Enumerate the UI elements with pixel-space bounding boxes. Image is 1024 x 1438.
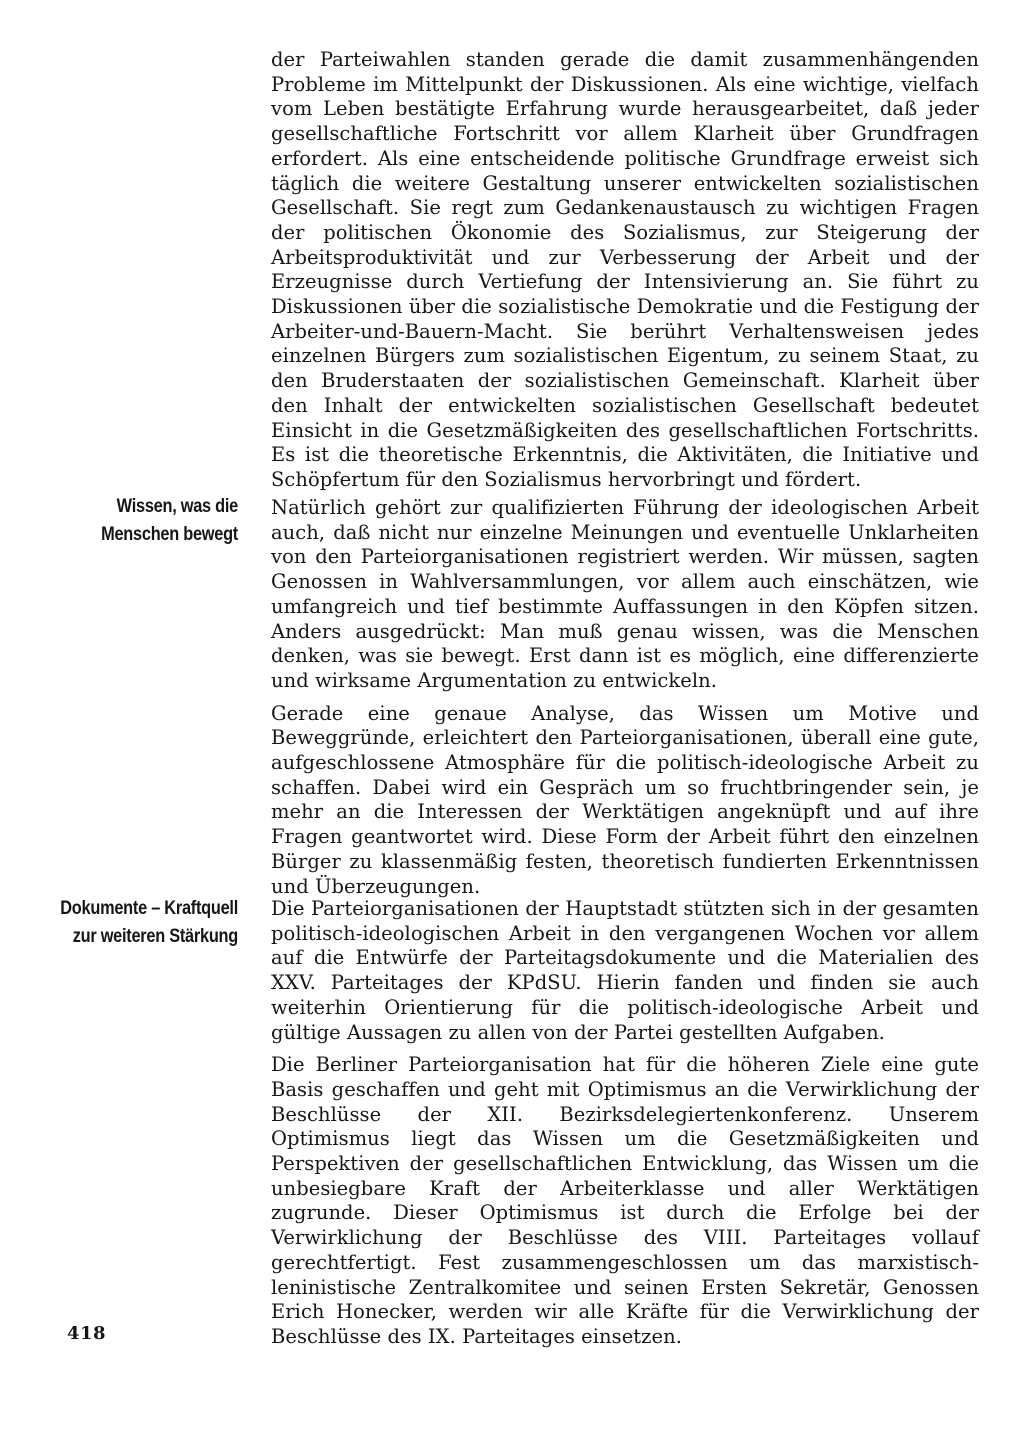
section-wissen [271, 496, 979, 899]
side-heading-line: zur weiteren Stärkung [72, 926, 238, 947]
side-heading-line: Menschen bewegt [101, 524, 239, 545]
section-intro [271, 48, 979, 493]
paragraph-intro: der Parteiwahlen standen gerade die damit zusammenhängenden Probleme im Mittelpunkt der Diskussionen. Als eine wichtige, vielfach vom Leben bestätigte Erfahrung wurde herausgearbeitet, daß jeder gesellschaftliche Fortschritt vor allem Klarheit über Grundfragen erfordert. Als eine entscheidende politische Grundfrage erweist sich täglich die weitere Gestaltung unserer entwickelten sozialistischen Gesellschaft. Sie regt zum Gedankenaustausch zu wichtigen Fragen der politischen Ökonomie des Sozialismus, zur Steigerung der Arbeitsproduktivität und zur Verbesserung der Arbeit und der Erzeugnisse durch Vertiefung der Intensivierung an. Sie führt zu Diskussionen über die sozialistische Demokratie und die Festigung der Arbeiter-und-Bauern-Macht. Sie berührt Verhaltensweisen jedes einzelnen Bürgers zum sozialistischen Eigentum, zu seinem Staat, zu den Bruderstaaten der sozialistischen Gemeinschaft. Klarheit über den Inhalt der entwickelten sozialistischen Gesellschaft bedeutet Einsicht in die Gesetzmäßigkeiten des gesellschaftlichen Fortschritts. Es ist die theoretische Erkenntnis, die Aktivitäten, die Initiative und Schöpfertum für den Sozialismus hervorbringt und fördert. [271, 48, 979, 491]
side-heading-line: Wissen, was die [116, 496, 238, 517]
page-number: 418 [67, 1323, 107, 1344]
side-heading-wissen [33, 493, 238, 549]
section-dokumente [271, 897, 979, 1350]
paragraph: Natürlich gehört zur qualifizierten Führung der ideologischen Arbeit auch, daß nicht nur einzelne Meinungen und eventuelle Unklarheiten von den Parteiorganisationen registriert werden. Wir müssen, sagten Genossen in Wahlversammlungen, vor allem auch einschätzen, wie umfangreich und tief bestimmte Auffassungen in den Köpfen sitzen. Anders ausgedrückt: Man muß genau wissen, was die Menschen denken, was sie bewegt. Erst dann ist es möglich, eine differenzierte und wirksame Argumentation zu entwickeln. [271, 496, 979, 692]
paragraph: Die Parteiorganisationen der Hauptstadt stützten sich in der gesamten politisch-ideologischen Arbeit in den vergangenen Wochen vor allem auf die Entwürfe der Parteitagsdokumente und die Materialien des XXV. Parteitages der KPdSU. Hierin fanden und finden sie auch weiterhin Orientierung für die politisch-ideologische Arbeit und gültige Aussagen zu allen von der Partei gestellten Aufgaben. [271, 897, 979, 1044]
paragraph: Gerade eine genaue Analyse, das Wissen um Motive und Beweggründe, erleichtert den Parteiorganisationen, überall eine gute, aufgeschlossene Atmosphäre für die politisch-ideologische Arbeit zu schaffen. Dabei wird ein Gespräch um so fruchtbringender sein, je mehr an die Interessen der Werktätigen angeknüpft und auf ihre Fragen geantwortet wird. Diese Form der Arbeit führt den einzelnen Bürger zu klassenmäßig festen, theoretisch fundierten Erkenntnissen und Überzeugungen. [271, 701, 979, 898]
paragraph: Die Berliner Parteiorganisation hat für die höheren Ziele eine gute Basis geschaffen und geht mit Optimismus an die Verwirklichung der Beschlüsse der XII. Bezirksdelegiertenkonferenz. Unserem Optimismus liegt das Wissen um die Gesetzmäßigkeiten und Perspektiven der gesellschaftlichen Entwicklung, das Wissen um die unbesiegbare Kraft der Arbeiterklasse und aller Werktätigen zugrunde. Dieser Optimismus ist durch die Erfolge bei der Verwirklichung der Beschlüsse des VIII. Parteitages vollauf gerechtfertigt. Fest zusammengeschlossen um das marxistisch-leninistische Zentralkomitee und seinen Ersten Sekretär, Genossen Erich Honecker, werden wir alle Kräfte für die Verwirklichung der Beschlüsse des IX. Parteitages einsetzen. [271, 1053, 979, 1348]
side-heading-line: Dokumente – Kraftquell [60, 898, 239, 919]
side-heading-dokumente [33, 895, 238, 951]
